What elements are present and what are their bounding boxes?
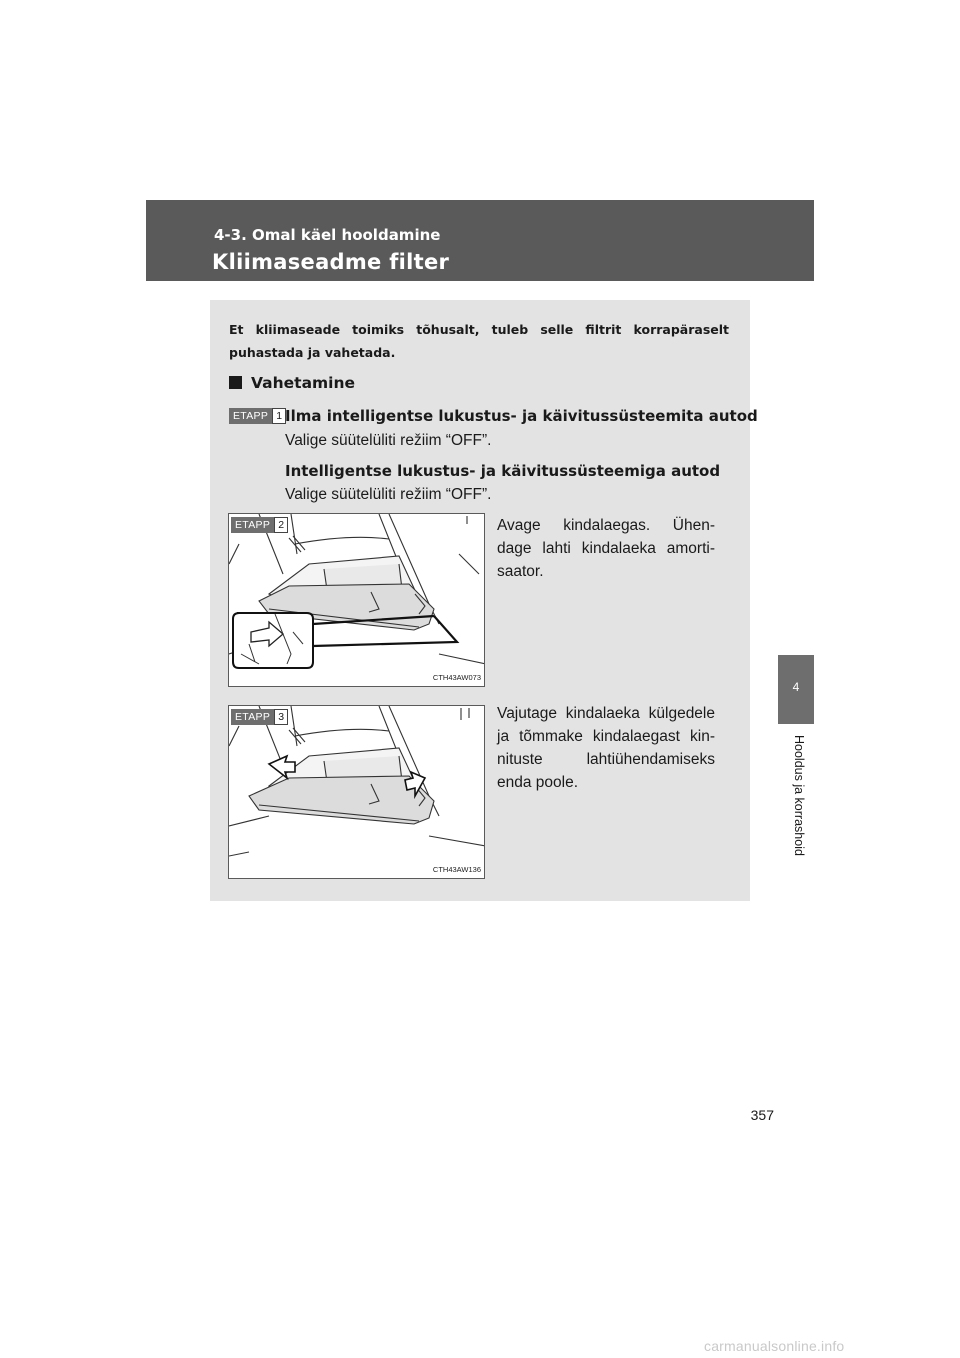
step1-text-smart-key: Valige süütelüliti režiim “OFF”. [285,486,492,503]
step-badge-word: ETAPP [231,517,274,533]
step-badge-number: 3 [274,709,288,725]
figure-code: CTH43AW073 [432,673,481,682]
step2-text [497,514,715,583]
step-badge-1 [229,408,286,424]
intro-text: Et kliimaseade toimiks tõhusalt, tuleb selle filtrit korrapäraselt puhastada ja vahetada. [229,322,729,360]
step3-text-line: ja tõmmake kindalaegast kin- [497,728,715,745]
chapter-tab [778,655,814,724]
step-badge-number: 2 [274,517,288,533]
page-title: Kliimaseadme filter [212,250,450,274]
figure-step-3 [228,705,485,879]
section-title: 4-3. Omal käel hooldamine [214,226,441,244]
subheading-label: Vahetamine [251,374,356,392]
step1-heading-no-smart-key: Ilma intelligentse lukustus- ja käivitussüsteemita autod [285,407,758,425]
step3-text-line: Vajutage kindalaeka külgedele [497,705,715,722]
step3-text [497,702,715,794]
chapter-label: Hooldus ja korrashoid [792,735,806,856]
figure-step-2 [228,513,485,687]
step3-text-line: enda poole. [497,774,579,791]
step-badge-word: ETAPP [231,709,274,725]
step-badge-3 [231,709,288,725]
square-bullet-icon [229,376,242,389]
page-number: 357 [750,1107,774,1123]
subheading [229,374,355,392]
glovebox-damper-illustration [229,514,485,687]
glovebox-sides-illustration [229,706,485,879]
step-badge-word: ETAPP [229,408,272,424]
step2-text-line: dage lahti kindalaeka amorti- [497,540,715,557]
step1-heading-smart-key: Intelligentse lukustus- ja käivitussüsteemiga autod [285,462,721,480]
step1-text-no-smart-key: Valige süütelüliti režiim “OFF”. [285,432,492,449]
step-badge-2 [231,517,288,533]
step3-text-line: nituste lahtiühendamiseks [497,751,715,768]
step-badge-number: 1 [272,408,286,424]
figure-code: CTH43AW136 [432,865,481,874]
chapter-number: 4 [792,680,800,694]
step2-text-line: saator. [497,563,544,580]
watermark: carmanualsonline.info [704,1338,845,1354]
step2-text-line: Avage kindalaegas. Ühen- [497,517,715,534]
